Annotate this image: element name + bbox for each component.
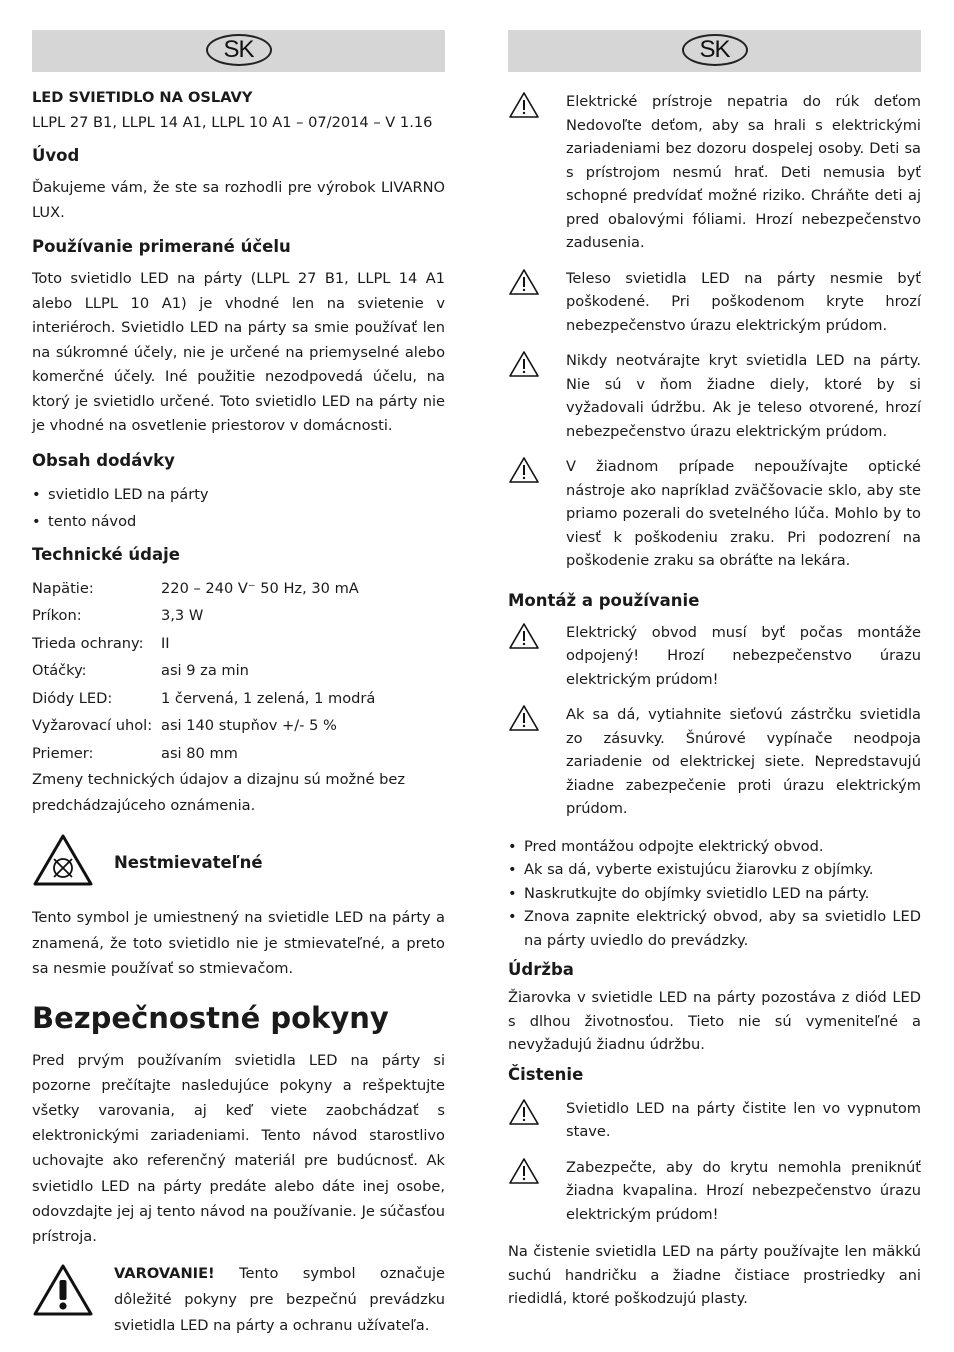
warning-text: Elektrický obvod musí byť počas montáže odpojený! Hrozí nebezpečenstvo úrazu elektrickým prúdom! xyxy=(566,623,921,688)
list-item: • Znova zapnite elektrický obvod, aby sa svietidlo LED na párty uviedlo do prevádzky. xyxy=(508,905,921,952)
warning-text: V žiadnom prípade nepoužívajte optické nástroje ako napríklad zväčšovacie sklo, aby ste priamo pozerali do svetelného lúča. Mohlo by to viesť k poškodeniu zraku. Pri podozrení na poškodenie zraku sa obráťte na lekára. xyxy=(566,458,921,569)
language-banner xyxy=(32,30,445,72)
contents-list xyxy=(32,481,445,535)
warning-item xyxy=(508,1156,921,1227)
warning-text: Ak sa dá, vytiahnite sieťovú zástrčku svietidla zo zásuvky. Šnúrové vypínače neodpoja zariadenie od elektrickej siete. Nepredstavujú žiadne zabezpečenie proti úrazu elektrickým prúdom. xyxy=(566,706,921,817)
spec-row xyxy=(32,712,445,740)
language-badge: SK xyxy=(206,34,272,66)
warning-icon xyxy=(508,1097,566,1144)
spec-key: Vyžarovací uhol: xyxy=(32,717,153,734)
spec-row xyxy=(32,685,445,713)
dimm-notice xyxy=(32,833,445,891)
spec-value: asi 9 za min xyxy=(161,662,249,679)
warning-text: Elektrické prístroje nepatria do rúk deťom Nedovoľte deťom, aby sa hrali s elektrickými zariadeniami bez dozoru dospelej osoby. Deti sa s prístrojom nesmú hrať. Deti nemusia byť schopné predvídať možné riziko. Chráňte deti aj pred obalovými fóliami. Hrozí nebezpečenstvo zadusenia. xyxy=(566,93,921,251)
warning-notice xyxy=(32,1261,445,1339)
warning-bold: VAROVANIE! xyxy=(114,1265,215,1283)
spec-key: Priemer: xyxy=(32,744,94,762)
warning-text: Zabezpečte, aby do krytu nemohla preniknúť žiadna kvapalina. Hrozí nebezpečenstvo úrazu elektrickým prúdom! xyxy=(566,1158,921,1223)
maint-heading: Údržba xyxy=(508,960,574,979)
list-item: • Ak sa dá, vyberte existujúcu žiarovku z objímky. xyxy=(508,858,921,882)
warning-text: Svietidlo LED na párty čistite len vo vypnutom stave. xyxy=(566,1099,921,1140)
warning-item xyxy=(508,349,921,443)
warning-icon xyxy=(508,90,566,255)
list-item: • svietidlo LED na párty xyxy=(32,481,445,508)
product-title: LED SVIETIDLO NA OSLAVY xyxy=(32,89,253,106)
tech-note: Zmeny technických údajov a dizajnu sú možné bez predchádzajúceho oznámenia. xyxy=(32,771,405,814)
model-line: LLPL 27 B1, LLPL 14 A1, LLPL 10 A1 – 07/2014 – V 1.16 xyxy=(32,114,433,131)
warning-body: Tento symbol označuje dôležité pokyny pre bezpečnú prevádzku svietidla LED na párty a ochranu užívateľa. xyxy=(114,1265,445,1335)
maint-text: Žiarovka v svietidle LED na párty pozostáva z diód LED s dlhou životnosťou. Tieto nie sú vymeniteľné a nevyžadujú žiadnu údržbu. xyxy=(508,989,921,1053)
warning-text: Nikdy neotvárajte kryt svietidla LED na párty. Nie sú v ňom žiadne diely, ktoré by si vyžadovali údržbu. Ak je teleso otvorené, hrozí nebezpečenstvo úrazu elektrickým prúdom. xyxy=(566,352,921,440)
spec-key: Napätie: xyxy=(32,579,94,597)
tech-heading: Technické údaje xyxy=(32,544,180,564)
contents-heading: Obsah dodávky xyxy=(32,450,175,470)
warning-icon xyxy=(508,1156,566,1227)
warning-icon xyxy=(508,349,566,443)
spec-value: asi 140 stupňov +/- 5 % xyxy=(161,717,337,734)
warning-item xyxy=(508,267,921,338)
spec-row xyxy=(32,657,445,685)
list-item: • tento návod xyxy=(32,508,445,535)
spec-value: II xyxy=(161,634,170,652)
warning-item xyxy=(508,455,921,573)
warning-icon xyxy=(508,455,566,573)
warning-item xyxy=(508,621,921,692)
language-banner xyxy=(508,30,921,72)
warning-icon xyxy=(32,1261,114,1321)
spec-table xyxy=(32,575,445,768)
list-item: • Pred montážou odpojte elektrický obvod. xyxy=(508,835,921,859)
dimm-text: Tento symbol je umiestnený na svietidle LED na párty a znamená, že toto svietidlo nie je stmievateľné, a preto sa nesmie používať so stmievačom. xyxy=(32,909,445,977)
spec-key: Trieda ochrany: xyxy=(32,634,144,652)
left-column xyxy=(32,30,445,1339)
use-heading: Používanie primerané účelu xyxy=(32,237,291,256)
spec-row xyxy=(32,630,445,658)
spec-key: Diódy LED: xyxy=(32,689,113,707)
clean-text: Na čistenie svietidla LED na párty používajte len mäkkú suchú handričku a žiadne čistiace prostriedky ani riedidlá, ktoré poškodzujú plasty. xyxy=(508,1243,921,1307)
spec-value: 220 – 240 V⁻ 50 Hz, 30 mA xyxy=(161,579,359,597)
no-dimmer-icon xyxy=(32,833,114,891)
spec-row xyxy=(32,575,445,603)
warning-item xyxy=(508,90,921,255)
clean-heading: Čistenie xyxy=(508,1064,584,1084)
language-badge: SK xyxy=(682,34,748,66)
warning-text: Teleso svietidla LED na párty nesmie byť poškodené. Pri poškodenom kryte hrozí nebezpečenstvo úrazu elektrickým prúdom. xyxy=(566,269,921,334)
mount-heading: Montáž a používanie xyxy=(508,590,700,610)
warning-text xyxy=(114,1261,445,1339)
warning-item xyxy=(508,703,921,821)
list-item: • Naskrutkujte do objímky svietidlo LED na párty. xyxy=(508,882,921,906)
dimm-label: Nestmievateľné xyxy=(114,852,263,872)
intro-text: Ďakujeme vám, že ste sa rozhodli pre výrobok LIVARNO LUX. xyxy=(32,179,445,221)
spec-row xyxy=(32,602,445,630)
right-column xyxy=(508,30,921,1311)
spec-key: Otáčky: xyxy=(32,662,87,679)
warning-icon xyxy=(508,621,566,692)
spec-row xyxy=(32,740,445,768)
spec-value: 3,3 W xyxy=(161,607,204,624)
warning-icon xyxy=(508,267,566,338)
mount-steps xyxy=(508,835,921,953)
spec-value: asi 80 mm xyxy=(161,744,238,762)
spec-key: Príkon: xyxy=(32,607,82,624)
spec-value: 1 červená, 1 zelená, 1 modrá xyxy=(161,689,376,707)
use-text: Toto svietidlo LED na párty (LLPL 27 B1, LLPL 14 A1 alebo LLPL 10 A1) je vhodné len na svietenie v interiéroch. Svietidlo LED na párty sa smie používať len na súkromné účely, nie je určené na priemyselné alebo komerčné účely. Iné použitie nezodpovedá účelu, na ktorý je svietidlo určené. Toto svietidlo LED na párty nie je vhodné na osvetlenie priestorov v domácnosti. xyxy=(32,270,445,434)
warning-icon xyxy=(508,703,566,821)
safety-heading: Bezpečnostné pokyny xyxy=(32,1000,389,1035)
intro-heading: Úvod xyxy=(32,146,80,165)
safety-text: Pred prvým používaním svietidla LED na párty si pozorne prečítajte nasledujúce pokyny a rešpektujte všetky varovania, aj keď viete zaobchádzať s elektronickými zariadeniami. Tento návod starostlivo uchovajte ako referenčný materiál pre budúcnosť. Ak svietidlo LED na párty predáte alebo dáte inej osobe, odovzdajte jej aj tento návod na používanie. Je súčasťou prístroja. xyxy=(32,1051,445,1245)
warning-item xyxy=(508,1097,921,1144)
